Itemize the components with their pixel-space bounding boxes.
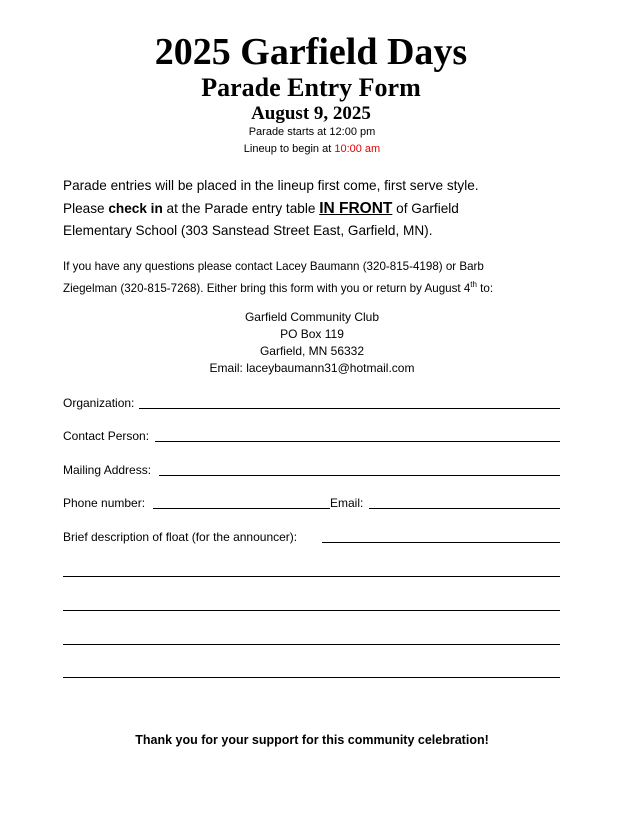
address-box: PO Box 119 bbox=[280, 327, 344, 341]
description-blank-line-1[interactable] bbox=[63, 576, 560, 577]
contact-line-2 bbox=[63, 276, 563, 298]
page-subtitle: Parade Entry Form bbox=[201, 73, 421, 102]
organization-row bbox=[63, 394, 560, 412]
organization-field[interactable] bbox=[139, 408, 560, 409]
contact-person-row bbox=[63, 427, 560, 445]
address-city: Garfield, MN 56332 bbox=[259, 344, 365, 358]
phone-field[interactable] bbox=[153, 508, 330, 509]
email-field[interactable] bbox=[369, 508, 560, 509]
in-front-text: IN FRONT bbox=[319, 200, 393, 217]
check-in-text: check in bbox=[108, 201, 163, 216]
contact-line-1: If you have any questions please contact Lacey Baumann (320-815-4198) or Barb bbox=[63, 260, 484, 273]
mailing-address-field[interactable] bbox=[159, 475, 560, 476]
intro-line-3: Elementary School (303 Sanstead Street East, Garfield, MN). bbox=[63, 223, 433, 238]
description-field[interactable] bbox=[322, 542, 560, 543]
organization-label: Organization: bbox=[63, 396, 135, 410]
description-row bbox=[63, 528, 560, 546]
parade-start-time: Parade starts at 12:00 pm bbox=[248, 126, 376, 138]
description-blank-line-4[interactable] bbox=[63, 677, 560, 678]
page-title: 2025 Garfield Days bbox=[154, 31, 468, 73]
thank-you-note: Thank you for your support for this community celebration! bbox=[135, 733, 489, 747]
intro-line-1: Parade entries will be placed in the lineup first come, first serve style. bbox=[63, 178, 479, 193]
lineup-prefix: Lineup to begin at bbox=[243, 143, 335, 155]
intro-of-garfield: of Garfield bbox=[392, 201, 459, 216]
email-label: Email: bbox=[330, 496, 364, 510]
contact-person-label: Contact Person: bbox=[63, 429, 150, 443]
lineup-time-line bbox=[0, 142, 624, 156]
ordinal-sup: th bbox=[470, 280, 477, 289]
intro-entry-table: at the Parade entry table bbox=[162, 201, 320, 216]
address-email: Email: laceybaumann31@hotmail.com bbox=[209, 361, 415, 375]
contact-person-field[interactable] bbox=[155, 441, 560, 442]
lineup-time: 10:00 am bbox=[334, 143, 381, 155]
event-date: August 9, 2025 bbox=[251, 103, 371, 124]
description-blank-line-3[interactable] bbox=[63, 644, 560, 645]
description-label: Brief description of float (for the announcer): bbox=[63, 530, 298, 544]
mailing-address-row bbox=[63, 461, 560, 479]
address-name: Garfield Community Club bbox=[244, 310, 380, 324]
intro-line-2 bbox=[63, 198, 563, 220]
description-blank-line-2[interactable] bbox=[63, 610, 560, 611]
phone-label: Phone number: bbox=[63, 496, 146, 510]
intro-please: Please bbox=[63, 201, 109, 216]
contact-line-2b: to: bbox=[476, 281, 494, 295]
phone-email-row bbox=[63, 494, 560, 512]
mailing-address-label: Mailing Address: bbox=[63, 463, 152, 477]
contact-line-2a: Ziegelman (320-815-7268). Either bring this form with you or return by August 4 bbox=[63, 281, 471, 295]
